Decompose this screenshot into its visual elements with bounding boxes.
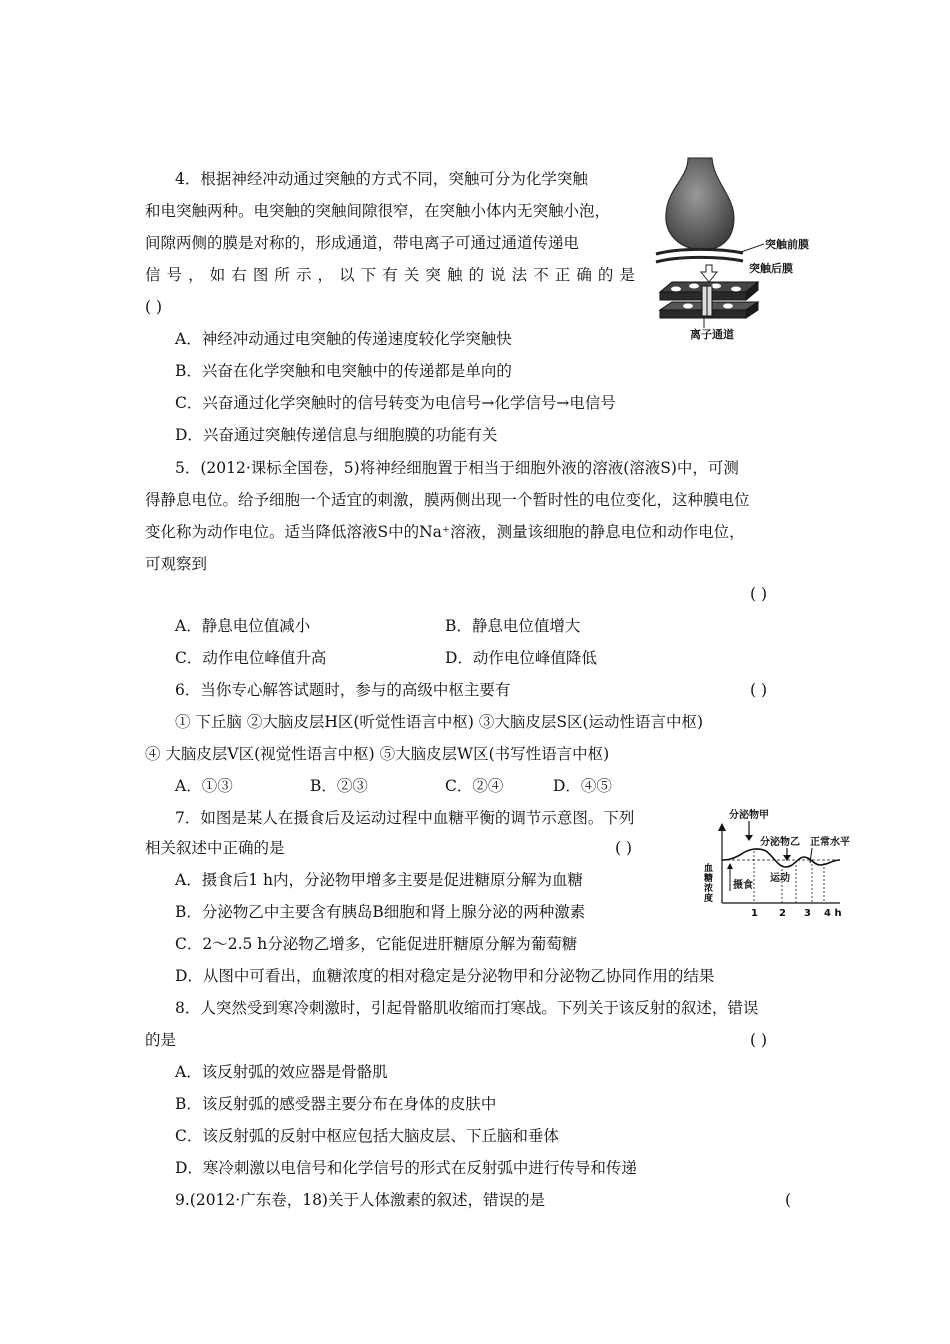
q6-answer-paren: ( )	[750, 681, 768, 699]
label-secretion-b: 分泌物乙	[760, 837, 800, 848]
q5-line-2: 得静息电位。给予细胞一个适宜的刺激，膜两侧出现一个暂时性的电位变化，这种膜电位	[145, 491, 750, 509]
label-ion-channel: 离子通道	[690, 328, 734, 341]
q6-option-d: D．④⑤	[553, 777, 612, 795]
blood-sugar-figure	[700, 805, 850, 920]
label-postsynaptic: 突触后膜	[749, 262, 793, 275]
q6-option-a: A．①③	[175, 777, 233, 795]
q7-answer-paren: ( )	[615, 839, 633, 857]
synapse-figure	[648, 158, 809, 343]
q7-line-1: 7．如图是某人在摄食后及运动过程中血糖平衡的调节示意图。下列	[175, 809, 635, 827]
svg-text:糖: 糖	[704, 874, 714, 884]
presynaptic-bulb	[666, 158, 734, 250]
tick-label: 3	[804, 908, 811, 919]
q4-answer-paren: ( )	[145, 298, 163, 316]
q9-stem: 9.(2012·广东卷，18)关于人体激素的叙述，错误的是	[175, 1191, 545, 1209]
q5-option-d: D．动作电位峰值降低	[445, 649, 597, 667]
label-exercise: 运动	[770, 873, 790, 884]
svg-text:度: 度	[704, 894, 714, 904]
q5-option-a: A．静息电位值减小	[175, 617, 311, 635]
q5-line-3: 变化称为动作电位。适当降低溶液S中的Na⁺溶液，测量该细胞的静息电位和动作电位，	[145, 523, 745, 541]
tick-label: 1	[751, 908, 758, 919]
label-secretion-a: 分泌物甲	[729, 810, 769, 821]
q5-option-c: C．动作电位峰值升高	[175, 649, 327, 667]
q6-items-line-1: ① 下丘脑 ②大脑皮层H区(听觉性语言中枢) ③大脑皮层S区(运动性语言中枢)	[175, 713, 704, 731]
tick-label: 2	[779, 908, 786, 919]
label-presynaptic: 突触前膜	[765, 238, 809, 251]
tick-label: 4 h	[824, 908, 842, 919]
label-normal-level: 正常水平	[810, 837, 850, 848]
q7-line-2: 相关叙述中正确的是	[145, 839, 285, 857]
q4-option-a: A．神经冲动通过电突触的传递速度较化学突触快	[175, 330, 512, 348]
svg-text:浓: 浓	[704, 884, 714, 894]
arrow-up-icon	[727, 863, 733, 869]
q4-line-4: 信号，如右图所示，以下有关突触的说法不正确的是	[145, 266, 635, 284]
presynaptic-membrane	[656, 249, 743, 254]
q4-option-d: D．兴奋通过突触传递信息与细胞膜的功能有关	[175, 426, 498, 444]
q7-option-d: D．从图中可看出，血糖浓度的相对稳定是分泌物甲和分泌物乙协同作用的结果	[175, 967, 715, 985]
q6-items-line-2: ④ 大脑皮层V区(视觉性语言中枢) ⑤大脑皮层W区(书写性语言中枢)	[145, 745, 610, 763]
q6-option-b: B．②③	[310, 777, 368, 795]
arrow-down-icon	[745, 835, 753, 841]
svg-text:血: 血	[704, 864, 714, 874]
q9-answer-paren: (	[785, 1191, 792, 1209]
postsynaptic-membrane	[656, 257, 743, 262]
membrane-block	[660, 282, 758, 318]
q8-option-d: D．寒冷刺激以电信号和化学信号的形式在反射弧中进行传导和传递	[175, 1159, 637, 1177]
q4-line-1: 4．根据神经冲动通过突触的方式不同，突触可分为化学突触	[175, 170, 588, 188]
q5-line-1: 5．(2012·课标全国卷，5)将神经细胞置于相当于细胞外液的溶液(溶液S)中，可测	[175, 459, 739, 477]
q8-line-1: 8．人突然受到寒冷刺激时，引起骨骼肌收缩而打寒战。下列关于该反射的叙述，错误	[175, 999, 759, 1017]
label-eating: 摄食	[733, 880, 753, 891]
q7-option-a: A．摄食后1 h内，分泌物甲增多主要是促进糖原分解为血糖	[175, 871, 583, 889]
q7-option-c: C．2～2.5 h分泌物乙增多，它能促进肝糖原分解为葡萄糖	[175, 935, 578, 953]
q6-option-c: C．②④	[445, 777, 504, 795]
q8-answer-paren: ( )	[750, 1031, 768, 1049]
q8-option-c: C．该反射弧的反射中枢应包括大脑皮层、下丘脑和垂体	[175, 1127, 559, 1145]
q4-line-2: 和电突触两种。电突触的突触间隙很窄，在突触小体内无突触小泡，	[145, 202, 611, 220]
q5-option-b: B．静息电位值增大	[445, 617, 581, 635]
q4-option-c: C．兴奋通过化学突触时的信号转变为电信号→化学信号→电信号	[175, 394, 616, 412]
q8-option-b: B．该反射弧的感受器主要分布在身体的皮肤中	[175, 1095, 497, 1113]
q6-stem: 6．当你专心解答试题时，参与的高级中枢主要有	[175, 681, 511, 699]
q8-option-a: A．该反射弧的效应器是骨骼肌	[175, 1063, 388, 1081]
q5-answer-paren: ( )	[750, 585, 768, 603]
q8-line-2: 的是	[145, 1031, 177, 1049]
q4-option-b: B．兴奋在化学突触和电突触中的传递都是单向的	[175, 362, 512, 380]
blood-sugar-curve	[722, 849, 840, 867]
down-arrow-icon	[701, 265, 717, 282]
q4-line-3: 间隙两侧的膜是对称的，形成通道，带电离子可通过通道传递电	[145, 234, 580, 252]
q7-option-b: B．分泌物乙中主要含有胰岛B细胞和肾上腺分泌的两种激素	[175, 903, 586, 921]
q5-line-4: 可观察到	[145, 555, 208, 573]
